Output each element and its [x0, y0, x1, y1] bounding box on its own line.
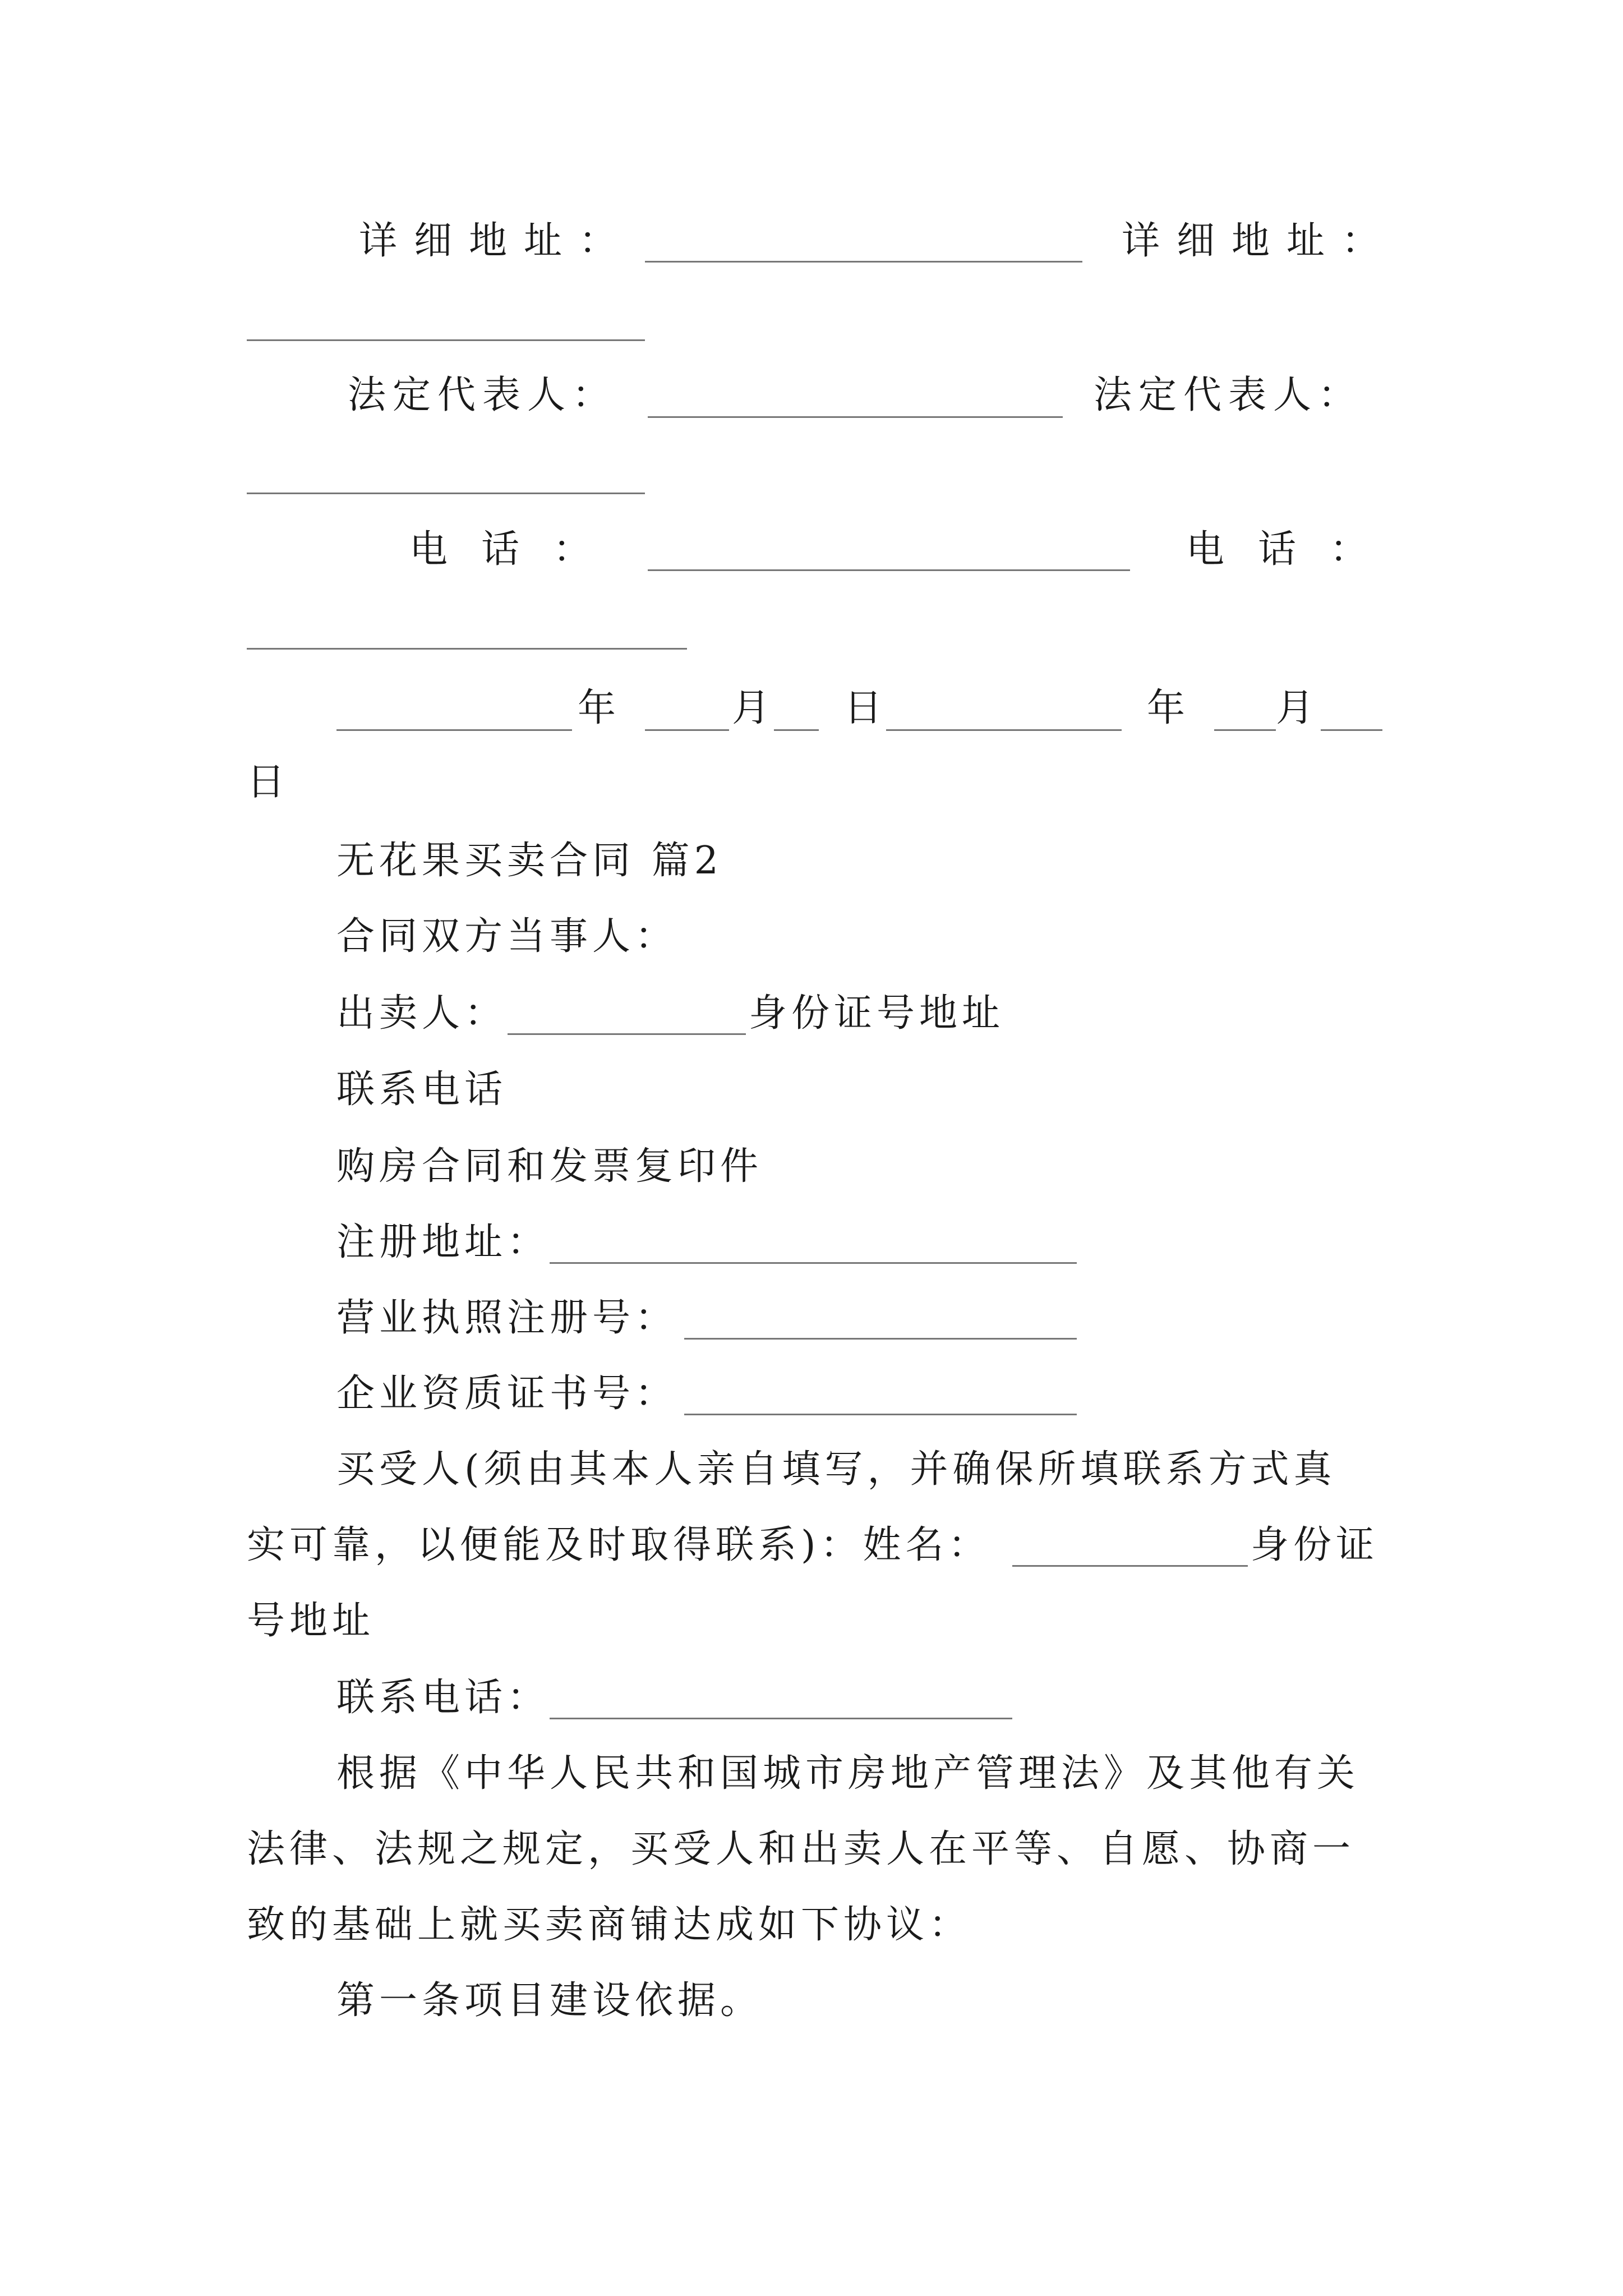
paragraph-line-2: 法律、法规之规定，买受人和出卖人在平等、自愿、协商一	[247, 1827, 1355, 1871]
date-month-left: 月	[732, 686, 771, 730]
buyer-name-blank	[1012, 1565, 1248, 1567]
address-blank-right	[247, 339, 645, 341]
buyer-line-2a: 实可靠，以便能及时取得联系)：姓名：	[247, 1523, 991, 1567]
qualification-no-blank	[684, 1414, 1077, 1415]
phone-label-right: 电话：	[1186, 527, 1402, 572]
buyer-phone-blank	[550, 1718, 1012, 1719]
seller-id-address-label: 身份证号地址	[749, 991, 1005, 1036]
address-label-left: 详细地址：	[359, 219, 634, 263]
legal-rep-label-right: 法定代表人：	[1094, 373, 1363, 417]
date-month-blank-right	[1214, 729, 1276, 731]
date-day-blank-left	[774, 729, 819, 731]
paragraph-line-1: 根据《中华人民共和国城市房地产管理法》及其他有关	[336, 1751, 1360, 1796]
legal-rep-label-left: 法定代表人：	[348, 373, 617, 417]
address-blank-left	[645, 261, 1082, 263]
registered-address-blank	[550, 1262, 1077, 1264]
buyer-line-1: 买受人(须由其本人亲自填写，并确保所填联系方式真	[336, 1447, 1336, 1492]
registered-address-label: 注册地址：	[336, 1220, 550, 1264]
section-title: 无花果买卖合同 篇2	[336, 839, 723, 883]
seller-blank	[508, 1033, 746, 1035]
date-year-blank-left	[336, 729, 572, 731]
buyer-line-2b: 身份证	[1251, 1523, 1379, 1567]
qualification-no-label: 企业资质证书号：	[336, 1372, 678, 1416]
phone-blank-left	[648, 569, 1130, 571]
date-year-left: 年	[578, 686, 616, 730]
legal-rep-blank-left	[648, 416, 1063, 418]
address-label-right: 详细地址：	[1122, 219, 1397, 263]
purchase-docs-line: 购房合同和发票复印件	[336, 1144, 763, 1189]
parties-heading: 合同双方当事人：	[336, 914, 678, 959]
buyer-line-3: 号地址	[247, 1599, 375, 1643]
date-year-right: 年	[1147, 686, 1186, 730]
phone-label-left: 电话：	[409, 527, 625, 572]
license-no-blank	[684, 1338, 1077, 1340]
date-month-blank-left	[645, 729, 729, 731]
date-year-blank-right	[886, 729, 1122, 731]
date-day-right: 日	[247, 760, 285, 804]
date-month-right: 月	[1276, 686, 1315, 730]
article-1-heading: 第一条项目建设依据。	[336, 1978, 763, 2023]
date-day-left: 日	[844, 686, 883, 730]
paragraph-line-3: 致的基础上就买卖商铺达成如下协议：	[247, 1903, 972, 1947]
seller-label: 出卖人：	[336, 991, 508, 1036]
contact-phone-label: 联系电话	[336, 1068, 508, 1112]
legal-rep-blank-right	[247, 493, 645, 494]
buyer-phone-label: 联系电话：	[336, 1676, 550, 1720]
date-day-blank-right	[1321, 729, 1382, 731]
phone-blank-right	[247, 648, 687, 650]
license-no-label: 营业执照注册号：	[336, 1296, 678, 1340]
